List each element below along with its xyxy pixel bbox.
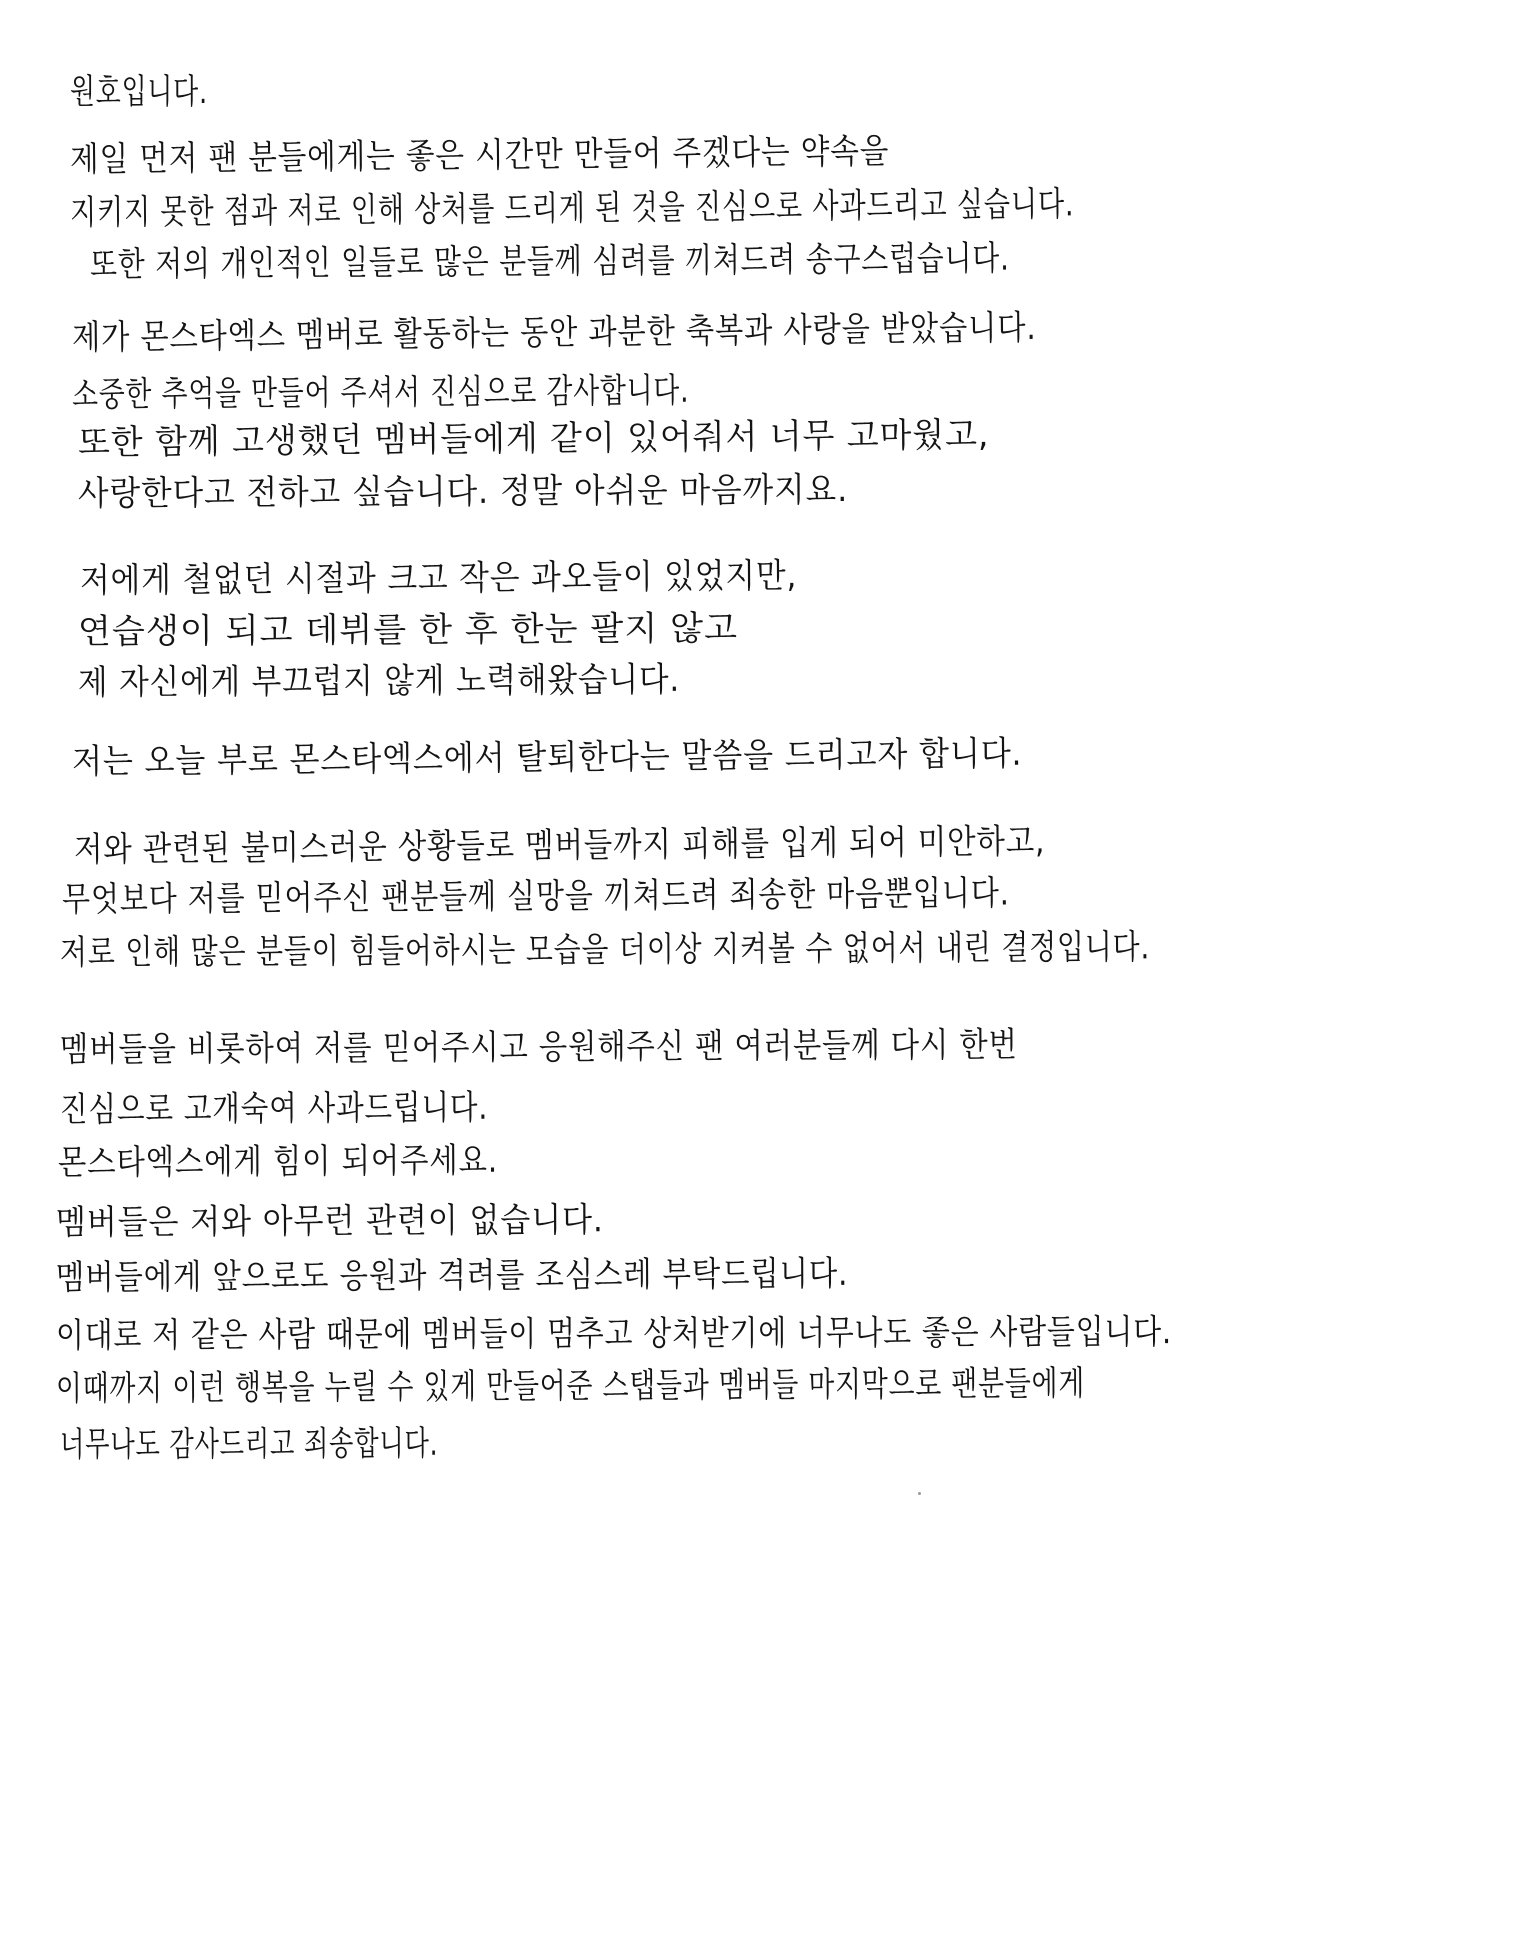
letter-line: 무엇보다 저를 믿어주신 팬분들께 실망을 끼쳐드려 죄송한 마음뿐입니다. — [61, 873, 1010, 920]
letter-line: 저에게 철없던 시절과 크고 작은 과오들이 있었지만, — [79, 555, 798, 601]
greeting: 원호입니다. — [70, 72, 208, 112]
letter-line: 저로 인해 많은 분들이 힘들어하시는 모습을 더이상 지켜볼 수 없어서 내린 결정입니다. — [59, 927, 1151, 973]
letter-line: 진심으로 고개숙여 사과드립니다. — [59, 1087, 489, 1130]
letter-line: 몬스타엑스에게 힘이 되어주세요. — [57, 1140, 499, 1183]
letter-line: 제 자신에게 부끄럽지 않게 노력해왔습니다. — [77, 659, 681, 703]
letter-line: 저와 관련된 불미스러운 상황들로 멤버들까지 피해를 입게 되어 미안하고, — [73, 821, 1046, 870]
letter-line: 이대로 저 같은 사람 때문에 멤버들이 멈추고 상처받기에 너무나도 좋은 사람들입니다. — [55, 1312, 1173, 1356]
letter-line: 제일 먼저 팬 분들에게는 좋은 시간만 만들어 주겠다는 약속을 — [69, 131, 890, 180]
letter-line: 소중한 추억을 만들어 주셔서 진심으로 감사합니다. — [71, 370, 690, 415]
paper-speck — [918, 1492, 921, 1495]
letter-line: 멤버들은 저와 아무런 관련이 없습니다. — [55, 1200, 604, 1243]
letter-line: 멤버들에게 앞으로도 응원과 격려를 조심스레 부탁드립니다. — [55, 1253, 849, 1298]
letter-line: 너무나도 감사드리고 죄송합니다. — [59, 1423, 439, 1465]
letter-line: 이때까지 이런 행복을 누릴 수 있게 만들어준 스탭들과 멤버들 마지막으로 팬분들에게 — [55, 1363, 1086, 1409]
letter-line: 연습생이 되고 데뷔를 한 후 한눈 팔지 않고 — [77, 608, 739, 652]
letter-line: 지키지 못한 점과 저로 인해 상처를 드리게 된 것을 진심으로 사과드리고 싶습니다. — [69, 184, 1075, 233]
letter-line: 제가 몬스타엑스 멤버로 활동하는 동안 과분한 축복과 사랑을 받았습니다. — [71, 307, 1037, 358]
letter-line: 사랑한다고 전하고 싶습니다. 정말 아쉬운 마음까지요. — [77, 469, 849, 514]
letter-line: 또한 함께 고생했던 멤버들에게 같이 있어줘서 너무 고마웠고, — [77, 415, 990, 463]
letter-line: 저는 오늘 부로 몬스타엑스에서 탈퇴한다는 말씀을 드리고자 합니다. — [71, 733, 1023, 782]
letter-line: 멤버들을 비롯하여 저를 믿어주시고 응원해주신 팬 여러분들께 다시 한번 — [59, 1024, 1018, 1070]
letter-line: 또한 저의 개인적인 일들로 많은 분들께 심려를 끼쳐드려 송구스럽습니다. — [89, 238, 1010, 285]
